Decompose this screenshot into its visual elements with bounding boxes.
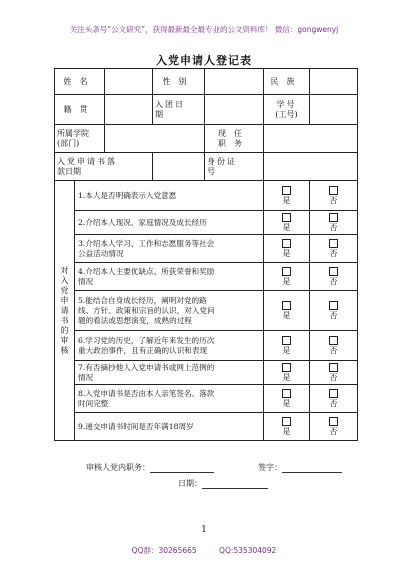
choice-no-cell [310,361,358,385]
review-label-char: 核 [60,345,69,355]
position-label [205,125,264,153]
review-row [55,263,358,291]
review-label-char: 申 [60,295,69,305]
checkbox-yes[interactable] [282,301,291,310]
gender-value[interactable] [205,69,264,95]
review-label-char: 党 [60,285,69,295]
league-date-line-2: 期 [155,109,163,119]
checkbox-no[interactable] [329,213,338,222]
checkbox-yes[interactable] [282,267,291,276]
college-label [55,125,105,153]
review-row [55,385,358,413]
checkbox-yes[interactable] [282,336,291,345]
choice-no-label: 否 [329,195,338,205]
college-line-2: (部门) [57,138,80,148]
review-item-line: 1.本人是否明确表示入党意愿 [78,190,177,200]
review-item-text [75,235,264,263]
id-card-line-1: 身份证 [207,156,237,166]
choice-no-cell [310,291,358,331]
checkbox-yes[interactable] [282,417,291,426]
choice-yes-label: 是 [282,276,291,286]
qq-number: QQ:535304092 [219,546,277,555]
review-label-char: 入 [60,275,69,285]
signature-label: 签字： [258,463,282,472]
review-item-text [75,291,264,331]
date-line [178,478,268,489]
review-label [55,181,75,441]
review-label-char: 对 [60,265,69,275]
choice-yes-cell [264,263,310,291]
position-line-2: 职务 [218,138,250,148]
review-item-line: 7.有否摘抄他人入党申请书或网上范例的 [78,362,215,372]
date-label: 日期： [178,479,202,488]
ethnicity-value[interactable] [310,69,358,95]
college-value[interactable] [105,125,205,153]
review-item-line: 题的看法或思想演变，成熟的过程 [78,315,192,325]
choice-yes-label: 是 [282,426,291,436]
choice-no-cell [310,181,358,211]
choice-yes-cell [264,331,310,361]
choice-yes-cell [264,385,310,413]
review-row [55,181,358,211]
review-item-text [75,263,264,291]
review-row [55,235,358,263]
review-item-line: 9.递交申请书时间是否年满18周岁 [78,421,194,431]
review-row [55,211,358,235]
registration-form [54,68,358,441]
review-item-line: 时间完整 [78,398,109,408]
student-id-label [264,95,310,125]
review-item-line: 公益活动情况 [78,248,124,258]
checkbox-no[interactable] [329,336,338,345]
review-item-text [75,331,264,361]
choice-yes-label: 是 [282,222,291,232]
qq-group: QQ群：30265665 [131,546,197,555]
choice-yes-label: 是 [282,248,291,258]
choice-no-cell [310,413,358,441]
position-line-1: 现任 [218,128,250,138]
choice-no-label: 否 [329,372,338,382]
student-id-line-2: (工号) [275,109,298,119]
checkbox-yes[interactable] [282,239,291,248]
checkbox-yes[interactable] [282,389,291,398]
qq-contact-line [0,545,408,556]
review-item-line: 2.介绍本人现况、家庭情况及成长经历 [78,217,207,227]
review-item-line: 情况 [78,372,94,382]
review-item-line: 4.介绍本人主要优缺点、所获荣誉和奖励 [78,266,215,276]
reviewer-label: 审核人党内职务： [86,463,150,472]
checkbox-no[interactable] [329,239,338,248]
submit-date-value[interactable] [153,153,205,181]
checkbox-no[interactable] [329,363,338,372]
choice-no-cell [310,331,358,361]
checkbox-yes[interactable] [282,213,291,222]
id-card-value[interactable] [264,153,358,181]
choice-no-label: 否 [329,222,338,232]
review-row [55,413,358,441]
choice-yes-cell [264,413,310,441]
form-title: 入党申请人登记表 [156,54,252,67]
header-note: 关注头条号“公文研究”，获得最新最全最专业的公文资料库！ 微信：gongwenyj [69,25,339,34]
submit-date-line-1: 入党申请书落 [57,156,117,166]
id-card-line-2: 号 [207,166,215,176]
choice-yes-cell [264,211,310,235]
checkbox-no[interactable] [329,389,338,398]
review-label-char: 请 [60,305,69,315]
submit-date-line-2: 款日期 [57,166,81,176]
choice-no-cell [310,385,358,413]
id-card-label [205,153,264,181]
submit-date-label [55,153,153,181]
ethnicity-label: 民族 [264,69,310,95]
choice-no-label: 否 [329,310,338,320]
review-item-line: 重大政治事件，且有正确的认识和表现 [78,345,208,355]
checkbox-no[interactable] [329,267,338,276]
page-number: 1 [201,525,207,535]
review-item-line: 情况 [78,276,94,286]
choice-no-label: 否 [329,426,338,436]
choice-yes-label: 是 [282,372,291,382]
review-section [55,181,358,441]
review-item-text [75,211,264,235]
review-item-line: 3.介绍本人学习、工作和志愿服务等社会 [78,238,215,248]
review-item-line: 5.能结合自身成长经历，阐明对党的路 [78,295,207,305]
review-row [55,361,358,385]
choice-yes-label: 是 [282,345,291,355]
date-blank[interactable] [202,479,268,489]
choice-no-cell [310,211,358,235]
checkbox-no[interactable] [329,186,338,195]
checkbox-yes[interactable] [282,186,291,195]
reviewer-blank[interactable] [150,463,214,473]
league-date-value[interactable] [205,95,264,125]
league-date-line-1: 入团日 [155,99,185,109]
gender-label: 性别 [153,69,205,95]
student-id-line-1: 学号 [276,99,297,109]
signature-blank[interactable] [282,463,342,473]
choice-no-cell [310,263,358,291]
review-item-text [75,413,264,441]
choice-yes-cell [264,361,310,385]
checkbox-yes[interactable] [282,363,291,372]
review-label-char: 的 [60,325,69,335]
review-item-line: 6.学习党的历史，了解近年来发生的历次 [78,335,215,345]
review-item-line: 线、方针、政策和宗旨的认识，对入党问 [78,305,215,315]
choice-yes-cell [264,181,310,211]
choice-no-label: 否 [329,345,338,355]
name-value[interactable] [105,69,153,95]
signature-line [258,462,342,473]
choice-yes-cell [264,291,310,331]
review-item-text [75,385,264,413]
choice-yes-cell [264,235,310,263]
choice-no-cell [310,235,358,263]
review-row [55,291,358,331]
checkbox-no[interactable] [329,417,338,426]
choice-yes-label: 是 [282,310,291,320]
choice-yes-label: 是 [282,195,291,205]
checkbox-no[interactable] [329,301,338,310]
name-label: 姓名 [55,69,105,95]
review-row [55,331,358,361]
choice-no-label: 否 [329,248,338,258]
review-label-char: 审 [60,335,69,345]
position-value[interactable] [264,125,358,153]
choice-no-label: 否 [329,276,338,286]
native-place-label: 籍贯 [55,95,105,125]
choice-no-label: 否 [329,398,338,408]
review-label-char: 书 [60,315,69,325]
reviewer-line [86,462,214,473]
review-item-line: 8.入党申请书是否由本人亲笔签名、落款 [78,388,215,398]
college-line-1: 所属学院 [57,128,89,138]
student-id-value[interactable] [310,95,358,125]
review-item-text [75,181,264,211]
native-place-value[interactable] [105,95,153,125]
review-item-text [75,361,264,385]
league-date-label [153,95,205,125]
choice-yes-label: 是 [282,398,291,408]
